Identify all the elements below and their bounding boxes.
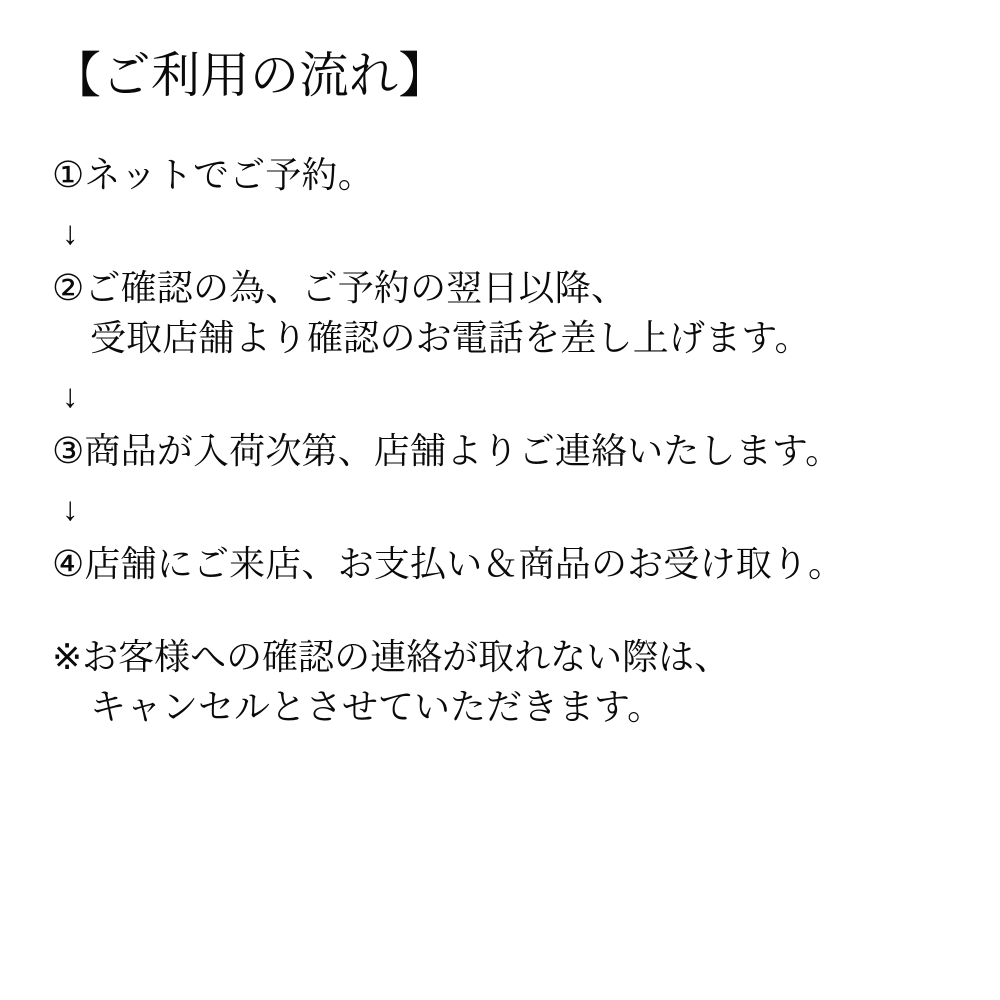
step-1-line-1: ①ネットでご予約。 — [52, 154, 374, 196]
flow-arrow-3: ↓ — [62, 489, 79, 527]
flow-arrow-1: ↓ — [62, 214, 79, 252]
step-4 — [52, 539, 960, 589]
step-2 — [52, 263, 960, 362]
page-title: 【ご利用の流れ】 — [52, 49, 448, 103]
step-2-line-1: ②ご確認の為、ご予約の翌日以降、 — [52, 267, 628, 309]
step-2-line-2: 受取店舗より確認のお電話を差し上げます。 — [90, 316, 811, 358]
step-4-line-1: ④店舗にご来店、お支払い＆商品のお受け取り。 — [52, 542, 845, 584]
flow-arrow-2: ↓ — [62, 376, 79, 414]
note-line-1: ※お客様への確認の連絡が取れない際は、 — [52, 636, 731, 678]
step-1 — [52, 150, 960, 200]
note-line-2: キャンセルとさせていただきます。 — [90, 686, 664, 728]
step-3-line-1: ③商品が入荷次第、店舗よりご連絡いたします。 — [52, 429, 842, 471]
step-3 — [52, 426, 960, 476]
cancellation-note — [52, 632, 960, 731]
